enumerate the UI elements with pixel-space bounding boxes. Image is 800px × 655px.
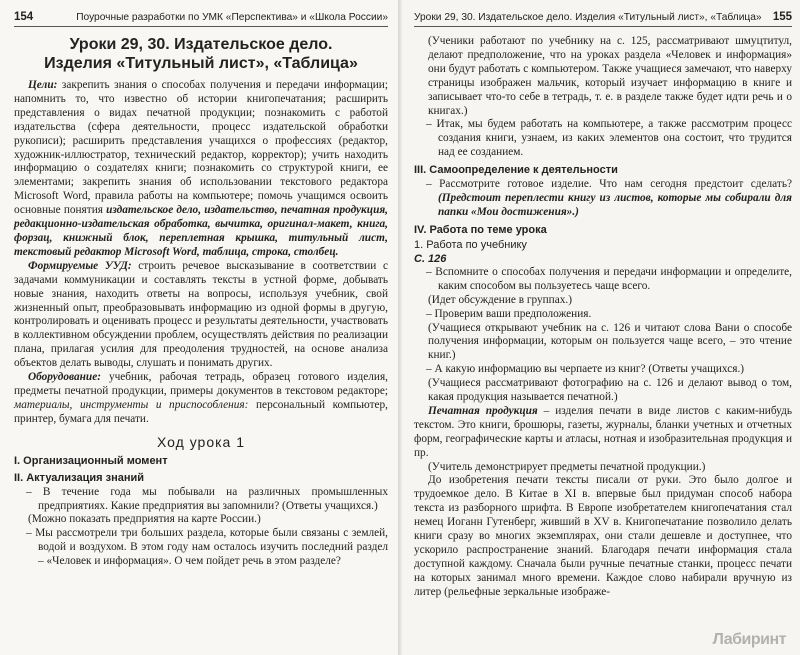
goals-paragraph xyxy=(14,79,388,260)
note-item: (Идет обсуждение в группах.) xyxy=(428,293,572,306)
section-heading-1: I. Организационный момент xyxy=(14,454,168,467)
lesson-title xyxy=(14,35,388,73)
note-item: (Учащиеся рассматривают фотографию на с. 126 и делают вывод о том, какая продукция называется печатной.) xyxy=(428,377,792,404)
definition-term: Печатная продукция xyxy=(428,404,538,417)
page-number-right: 155 xyxy=(772,11,792,23)
dialogue-item xyxy=(414,178,792,220)
equipment-paragraph xyxy=(14,371,388,427)
section-heading-2: II. Актуализация знаний xyxy=(14,471,145,484)
equipment-label: Оборудование: xyxy=(28,371,101,384)
subsection-heading: 1. Работа по учебнику xyxy=(414,238,527,251)
dialogue-item: – Итак, мы будем работать на компьютере, а также рассмотрим процесс создания книги, узнаем, из каких элементов она состоит, что трудится над ее созданием. xyxy=(414,118,792,160)
uud-label: Формируемые УУД: xyxy=(28,259,132,272)
left-page xyxy=(0,0,398,655)
lesson-title-line2: Изделия «Титульный лист», «Таблица» xyxy=(44,55,358,72)
page-reference: С. 126 xyxy=(414,252,447,265)
dialogue-item: – А какую информацию вы черпаете из книг? (Ответы учащихся.) xyxy=(414,363,792,377)
running-head-right: Уроки 29, 30. Издательское дело. Изделия «Титульный лист», «Таблица» xyxy=(414,12,762,23)
definition-paragraph xyxy=(414,405,792,461)
dialogue-text: Рассмотрите готовое изделие. Что нам сегодня предстоит сделать? xyxy=(439,178,792,191)
lesson-heading: Ход урока 1 xyxy=(156,433,246,450)
running-header-left xyxy=(14,0,388,27)
body-paragraph: До изобретения печати тексты писали от руки. Это было долгое и трудоемкое дело. В Китае в XI в. впервые был придуман способ набора текста из разборного шрифта. В Европе изобретателем книгопечатания стал немец Иоганн Гутенберг, живший в XV в. Книгопечатание позволило делать книги сразу во многих экземплярах, они стали дешевле и доступнее, что ускорило распространение знаний. Благодаря печати информация стала доступной каждому. Сначала были ручные печатные станки, процесс печати на которых занимал много времени. Каждое слово набирали вручную из литер (рельефные зеркальные изображе- xyxy=(414,474,792,598)
dialogue-item: – Проверим ваши предположения. xyxy=(414,308,792,322)
goals-label: Цели: xyxy=(28,79,58,91)
note-item: (Можно показать предприятия на карте России.) xyxy=(28,513,261,526)
section-heading-4: IV. Работа по теме урока xyxy=(414,223,547,236)
dialogue-answer: (Предстоит переплести книгу из листов, которые мы собирали для папки «Мои достижения».) xyxy=(438,192,792,218)
note-item: (Ученики работают по учебнику на с. 125, рассматривают шмуцтитул, делают предположение, что на уроках раздела «Человек и информация» они будут работать с компьютером. Также учащиеся замечают, что наверху страницы изображен мальчик, который изучает информацию в книге и записывает что-то себе в тетрадь, т. е. в разделе также будет идти речь и о книгах.) xyxy=(428,35,792,117)
section-heading-3: III. Самоопределение к деятельности xyxy=(414,164,618,177)
page-number-left: 154 xyxy=(14,11,34,23)
note-item: (Учитель демонстрирует предметы печатной продукции.) xyxy=(428,460,706,473)
running-header-right xyxy=(414,0,792,27)
dialogue-item: – Мы рассмотрели три больших раздела, которые были связаны с землей, водой и воздухом. В этом году нам осталось изучить последний раздел – «Человек и информация». О чем пойдет речь в этом разделе? xyxy=(14,527,388,569)
equipment-italic: материалы, инструменты и приспособления: xyxy=(14,398,249,411)
dialogue-item: – Вспомните о способах получения и передачи информации и определите, каким способом вы пользуетесь чаще всего. xyxy=(414,266,792,294)
dialogue-item: – В течение года мы побывали на различных промышленных предприятиях. Какие предприятия вы запомнили? (Ответы учащихся.) xyxy=(14,486,388,514)
right-page xyxy=(402,0,800,655)
uud-text: строить речевое высказывание в соответствии с задачами коммуникации и составлять тексты в устной форме, добывать новые знания, находить ответы на вопросы, используя учебник, свой жизненный опыт, преобразовывать информацию из одной формы в другую, контролировать и оценивать процесс и результаты деятельности, участвовать в коллективном обсуждении проблем, осуществлять действия по реализации плана, прилагая усилия для преодоления трудностей, на основе анализа объектов делать выводы, слушать и понимать других. xyxy=(14,259,388,370)
watermark-logo: Лабиринт xyxy=(712,631,786,648)
lesson-title-line1: Уроки 29, 30. Издательское дело. xyxy=(69,36,333,53)
goals-terms: издательское дело, издательство, печатная продукция, редакционно-издательская обработка, вычитка, оригинал-макет, книга, форзац, книжный блок, переплетная крышка, титульный лист, текстовый редактор Microsoft Word, таблица, строка, столбец. xyxy=(14,204,388,258)
uud-paragraph xyxy=(14,260,388,371)
equipment-tail: персональный компьютер, принтер, бумага для печати. xyxy=(14,398,389,425)
note-item: (Учащиеся открывают учебник на с. 126 и читают слова Вани о способе получения информации, которым он пользуется чаще всего, – это чтение книг.) xyxy=(428,321,792,362)
definition-text: – изделия печати в виде листов с каким-нибудь текстом. Это книги, брошюры, газеты, журналы, бланки учетных и отчетных форм, географические карты и атласы, нотная и изобразительная продукция и пр. xyxy=(414,404,792,459)
equipment-text: учебник, рабочая тетрадь, образец готового изделия, предметы печатной продукции, примеры документов в текстовом редакторе; xyxy=(14,371,388,397)
goals-text: закрепить знания о способах получения и передачи информации; напомнить то, что известно об истории книгопечатания; расширить представления о видах печатной продукции; познакомить с работой издательства (сфера деятельности, процесс издательской обработки рукописи); расширить представления учащихся о профессиях (редактор, художник-иллюстратор, технический редактор, корректор); учить находить информацию о создателях книги; познакомить со структурой книги, ее элементами; закрепить знания об использовании текстового редактора Microsoft Word, правила работы на компьютере; помочь учащимся освоить основные понятия xyxy=(14,79,388,217)
running-head-left: Поурочные разработки по УМК «Перспектива» и «Школа России» xyxy=(76,12,388,23)
